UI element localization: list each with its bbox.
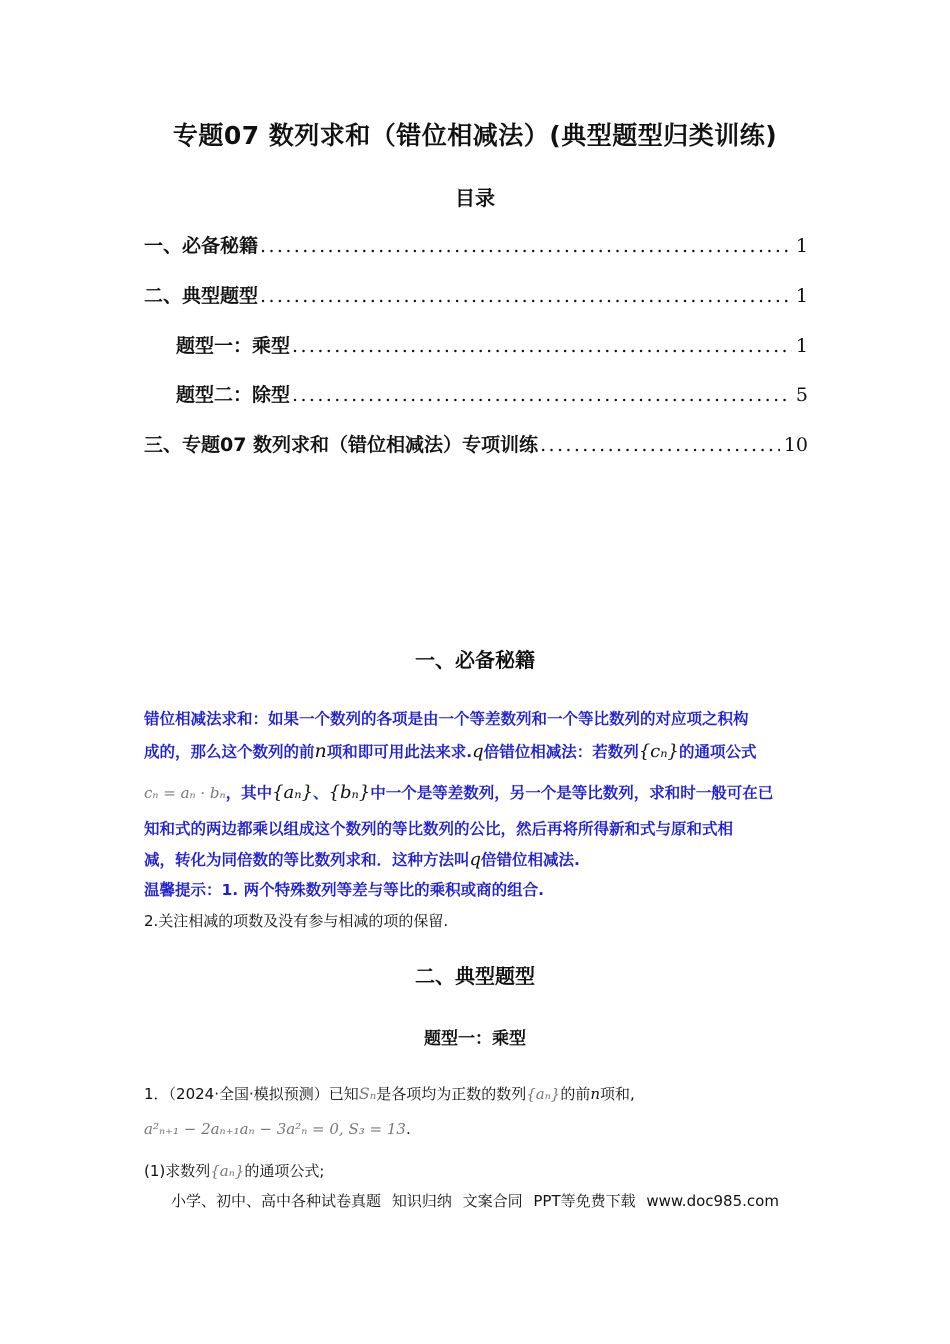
product-formula: cₙ = aₙ · bₙ <box>144 784 226 802</box>
method-paragraph-line-2: 成的，那么这个数列的前n项和即可用此法来求.q倍错位相减法：若数列{cₙ}的通项公式 <box>144 740 757 762</box>
method-paragraph-line-5: 减，转化为同倍数的等比数列求和．这种方法叫q倍错位相减法. <box>144 849 580 870</box>
problem-1-equation: a²ₙ₊₁ − 2aₙ₊₁aₙ − 3a²ₙ = 0, S₃ = 13. <box>144 1120 411 1138</box>
problem-1-statement: 1．（2024·全国·模拟预测）已知Sₙ是各项均为正数的数列{aₙ}的前n项和, <box>144 1084 635 1103</box>
document-title: 专题07 数列求和（错位相减法）(典型题型归类训练) <box>172 121 778 150</box>
toc-item-label: 题型一：乘型 <box>176 335 291 357</box>
method-paragraph-line-4: 知和式的两边都乘以组成这个数列的等比数列的公比，然后再将所得新和式与原和式相 <box>144 820 734 838</box>
toc-item-section-1[interactable] <box>144 231 808 261</box>
problem-1-question-1: (1)求数列{aₙ}的通项公式; <box>144 1162 325 1180</box>
toc-item-label: 二、典型题型 <box>144 285 259 307</box>
sequence-a-symbol: {aₙ} <box>272 782 314 803</box>
toc-item-type-2[interactable] <box>176 380 808 410</box>
toc-item-label: 题型二：除型 <box>176 384 291 406</box>
toc-item-type-1[interactable] <box>176 331 808 361</box>
page-footer: 小学、初中、高中各种试卷真题 知识归纳 文案合同 PPT等免费下载 www.doc985.com <box>171 1192 779 1210</box>
toc-item-page: 10 <box>783 434 808 456</box>
method-paragraph-line-1: 错位相减法求和：如果一个数列的各项是由一个等差数列和一个等比数列的对应项之积构 <box>144 710 749 728</box>
toc-item-label: 三、专题07 数列求和（错位相减法）专项训练 <box>144 434 539 456</box>
section-heading-typical: 二、典型题型 <box>415 964 535 988</box>
tip-line-1: 温馨提示：1. 两个特殊数列等差与等比的乘积或商的组合. <box>144 881 544 899</box>
toc-item-page: 1 <box>795 335 808 357</box>
toc-leader-dots <box>540 434 780 456</box>
subheading-type-1: 题型一：乘型 <box>424 1029 526 1049</box>
section-heading-essentials: 一、必备秘籍 <box>415 648 535 672</box>
toc-heading: 目录 <box>455 186 495 210</box>
toc-item-label: 一、必备秘籍 <box>144 235 259 257</box>
method-paragraph-line-3: cₙ = aₙ · bₙ，其中{aₙ}、{bₙ}中一个是等差数列，另一个是等比数列，求和时一般可在已 <box>144 782 774 803</box>
sequence-b-symbol: {bₙ} <box>328 782 371 803</box>
toc-item-section-2[interactable] <box>144 281 808 311</box>
sequence-c-symbol: {cₙ} <box>638 741 679 762</box>
toc-item-page: 1 <box>795 235 808 257</box>
tip-line-2: 2.关注相减的项数及没有参与相减的项的保留. <box>144 912 449 930</box>
toc-leader-dots <box>292 384 792 406</box>
toc-item-page: 1 <box>795 285 808 307</box>
toc-item-page: 5 <box>795 384 808 406</box>
toc-leader-dots <box>260 235 792 257</box>
toc-leader-dots <box>260 285 792 307</box>
toc-item-section-3[interactable] <box>144 430 808 460</box>
toc-leader-dots <box>292 335 792 357</box>
